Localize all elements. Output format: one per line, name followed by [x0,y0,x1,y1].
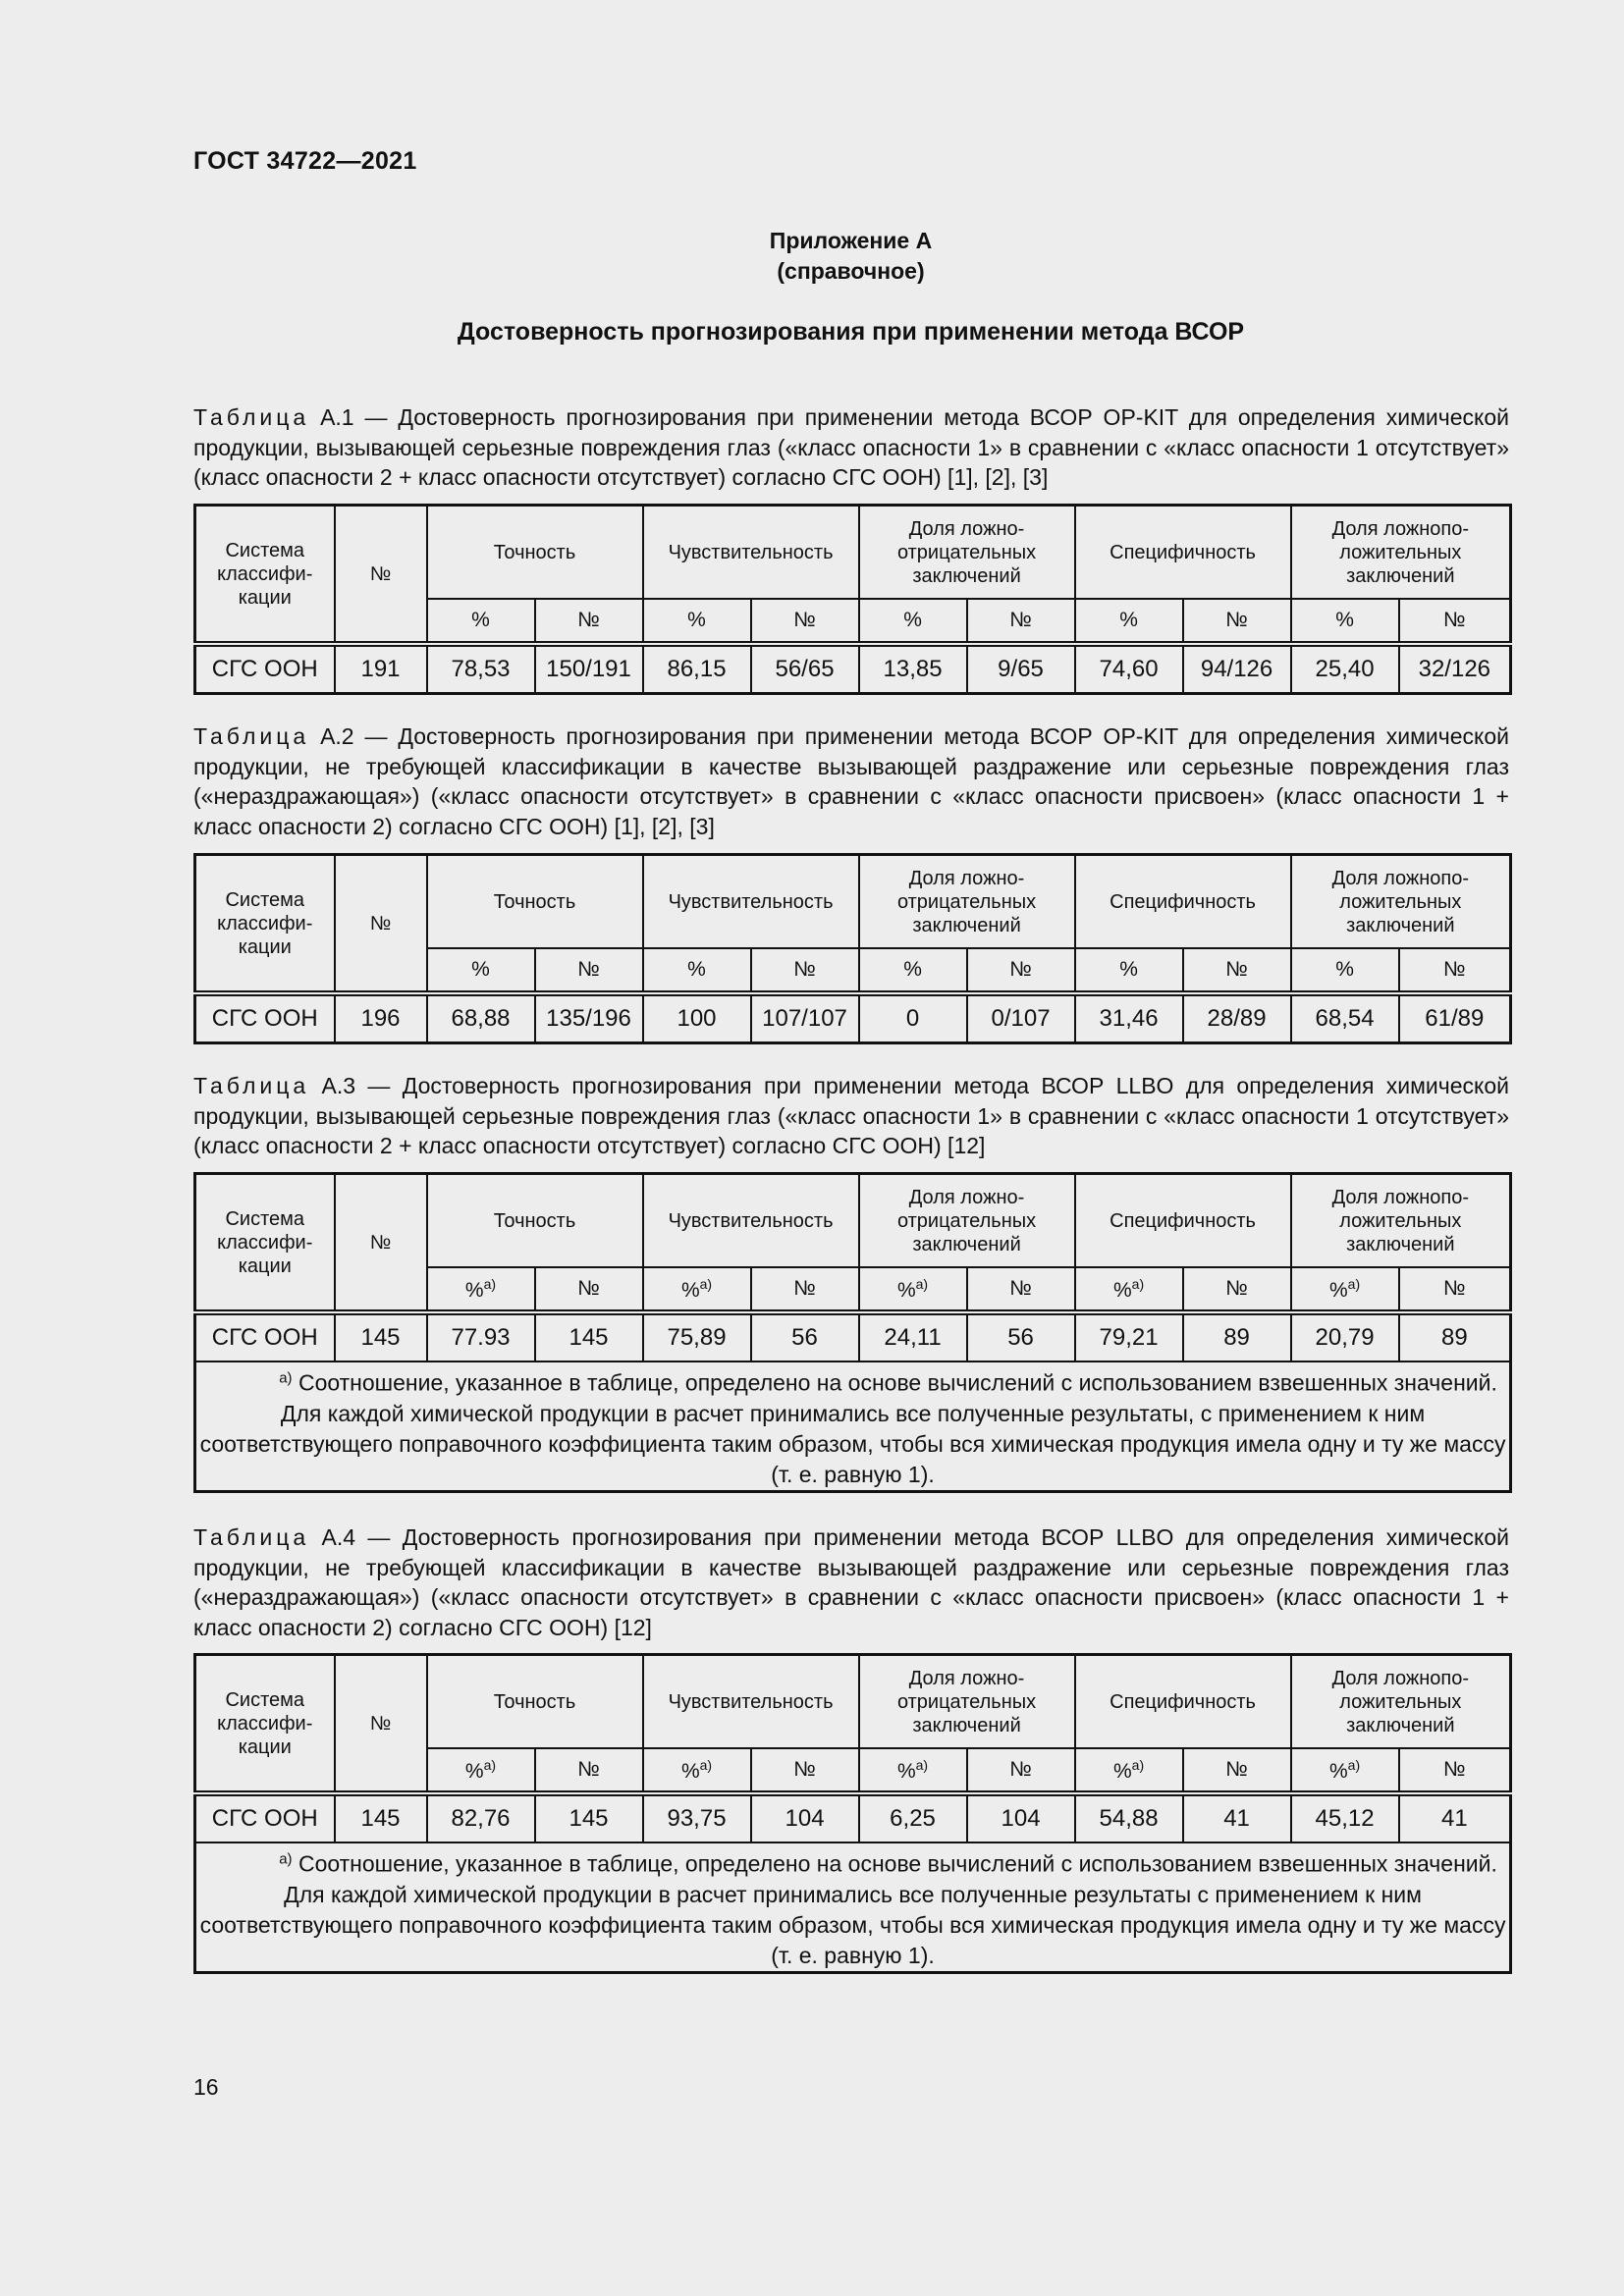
caption-text: А.1 — Достоверность прогнозирования при применении метода ВСОР OP-KIT для определения химической продукции, вызывающей серьезные повреждения глаз («класс опасности 1» в сравнении с «класс опасности 1 отсутствует» (класс опасности 2 + класс опасности отсутствует) согласно СГС ООН) [1], [2], [3] [193,404,1509,490]
table-cell: 9/65 [967,644,1075,694]
table-cell: 77.93 [427,1312,535,1362]
header-specificity: Специфичность [1075,506,1291,600]
table-cell: 104 [751,1793,859,1842]
table-a1 [193,504,1512,695]
header-system: Система классифи- кации [195,1174,335,1313]
subheader-percent: %$^{а)}$ [859,1748,967,1793]
table-caption-a2 [193,721,1509,841]
table-caption-a1 [193,402,1509,493]
table-cell: 74,60 [1075,644,1183,694]
table-cell: 61/89 [1399,993,1511,1043]
table-cell: 24,11 [859,1312,967,1362]
subheader-count: № [535,1748,643,1793]
caption-label: Таблица [193,404,310,430]
table-footnote [195,1842,1511,1972]
footnote-mark: а) [1131,1275,1145,1292]
header-accuracy: Точность [427,506,643,600]
subheader-count: № [535,1267,643,1312]
table-cell: СГС ООН [195,1793,335,1842]
table-cell: 107/107 [751,993,859,1043]
table-cell: 89 [1183,1312,1291,1362]
subheader-count: № [967,1748,1075,1793]
subheader-percent: % [1075,599,1183,644]
table-cell: 31,46 [1075,993,1183,1043]
table-a4 [193,1653,1512,1974]
subheader-count: № [967,599,1075,644]
header-accuracy: Точность [427,1655,643,1749]
subheader-count: № [1183,948,1291,993]
table-row [195,1312,1511,1362]
table-cell: СГС ООН [195,1312,335,1362]
table-cell: 68,54 [1291,993,1399,1043]
table-cell: 41 [1399,1793,1511,1842]
caption-label: Таблица [193,723,310,749]
subheader-percent: %$^{а)}$ [427,1748,535,1793]
subheader-percent: % [859,599,967,644]
table-row [195,644,1511,694]
header-number: № [335,1174,427,1313]
header-system: Система классифи- кации [195,1655,335,1794]
caption-text: А.2 — Достоверность прогнозирования при применении метода ВСОР OP-KIT для определения химической продукции, не требующей классификации в качестве вызывающей раздражение или серьезные повреждения глаз («нераздражающая») («класс опасности отсутствует» в сравнении с «класс опасности присвоен» (класс опасности 1 + класс опасности 2) согласно СГС ООН) [1], [2], [3] [193,723,1509,839]
header-false-positive: Доля ложнопо- ложительных заключений [1291,855,1511,949]
subheader-percent: %$^{а)}$ [1075,1748,1183,1793]
caption-label: Таблица [193,1073,310,1098]
subheader-percent: % [427,599,535,644]
subheader-count: № [751,599,859,644]
table-cell: 68,88 [427,993,535,1043]
subheader-count: № [751,1748,859,1793]
footnote-mark: а) [483,1756,497,1773]
header-false-negative: Доля ложно- отрицательных заключений [859,506,1075,600]
appendix-heading [0,226,1624,287]
subheader-percent: % [1291,948,1399,993]
appendix-title: Достоверность прогнозирования при применении метода ВСОР [457,318,1245,346]
footnote-mark: а) [915,1756,929,1773]
header-sensitivity: Чувствительность [643,1174,859,1268]
header-false-positive: Доля ложнопо- ложительных заключений [1291,506,1511,600]
table-cell: 89 [1399,1312,1511,1362]
footnote-mark: а) [279,1369,293,1386]
table-row [195,993,1511,1043]
subheader-percent: % [859,948,967,993]
table-cell: 41 [1183,1793,1291,1842]
appendix-type: (справочное) [777,258,925,284]
header-number: № [335,1655,427,1794]
table-caption-a3 [193,1071,1509,1161]
footnote-mark: а) [1347,1275,1361,1292]
appendix-label: Приложение А [769,228,933,253]
subheader-count: № [535,948,643,993]
table-cell: 145 [335,1793,427,1842]
subheader-count: № [751,1267,859,1312]
table-cell: 56 [751,1312,859,1362]
table-cell: 196 [335,993,427,1043]
header-accuracy: Точность [427,1174,643,1268]
header-number: № [335,506,427,645]
table-cell: 54,88 [1075,1793,1183,1842]
table-cell: 79,21 [1075,1312,1183,1362]
subheader-count: № [967,1267,1075,1312]
header-number: № [335,855,427,994]
table-cell: 104 [967,1793,1075,1842]
table-cell: 82,76 [427,1793,535,1842]
header-sensitivity: Чувствительность [643,855,859,949]
subheader-count: № [1399,1748,1511,1793]
table-cell: 32/126 [1399,644,1511,694]
header-sensitivity: Чувствительность [643,506,859,600]
footnote-mark: а) [1131,1756,1145,1773]
subheader-percent: % [1291,599,1399,644]
table-cell: 13,85 [859,644,967,694]
footnote-mark: а) [279,1850,293,1867]
table-cell: 135/196 [535,993,643,1043]
table-cell: 78,53 [427,644,535,694]
table-cell: 191 [335,644,427,694]
subheader-count: № [1183,599,1291,644]
header-false-positive: Доля ложнопо- ложительных заключений [1291,1655,1511,1749]
subheader-percent: %$^{а)}$ [643,1748,751,1793]
subheader-count: № [1183,1267,1291,1312]
table-cell: 25,40 [1291,644,1399,694]
footnote-mark: а) [699,1275,713,1292]
header-sensitivity: Чувствительность [643,1655,859,1749]
footnote-mark: а) [483,1275,497,1292]
header-accuracy: Точность [427,855,643,949]
doc-code: ГОСТ 34722—2021 [193,147,417,175]
table-cell: 0/107 [967,993,1075,1043]
subheader-count: № [967,948,1075,993]
table-cell: 86,15 [643,644,751,694]
footnote-mark: а) [1347,1756,1361,1773]
table-cell: 6,25 [859,1793,967,1842]
subheader-percent: % [427,948,535,993]
header-system: Система классифи- кации [195,506,335,645]
table-row [195,1793,1511,1842]
header-false-positive: Доля ложнопо- ложительных заключений [1291,1174,1511,1268]
table-cell: 0 [859,993,967,1043]
header-specificity: Специфичность [1075,855,1291,949]
table-cell: 56/65 [751,644,859,694]
subheader-percent: % [1075,948,1183,993]
footnote-mark: а) [699,1756,713,1773]
table-cell: 145 [335,1312,427,1362]
header-system: Система классифи- кации [195,855,335,994]
footnote-text: Соотношение, указанное в таблице, определено на основе вычислений с использованием взвешенных значений. Для каждой химической продукции в расчет принимались все полученные результаты, с применением к ним соответствующего поправочного коэффициента таким образом, чтобы вся химическая продукция имела одну и ту же массу (т. е. равную 1). [199,1369,1506,1487]
table-cell: 75,89 [643,1312,751,1362]
table-cell: СГС ООН [195,993,335,1043]
subheader-count: № [1399,948,1511,993]
table-cell: 93,75 [643,1793,751,1842]
header-false-negative: Доля ложно- отрицательных заключений [859,1174,1075,1268]
subheader-percent: %$^{а)}$ [859,1267,967,1312]
subheader-count: № [1183,1748,1291,1793]
caption-text: А.3 — Достоверность прогнозирования при применении метода ВСОР LLBO для определения химической продукции, вызывающей серьезные повреждения глаз («класс опасности 1» в сравнении с «класс опасности 1 отсутствует» (класс опасности 2 + класс опасности отсутствует) согласно СГС ООН) [12] [193,1073,1509,1158]
page-number: 16 [193,2074,219,2100]
table-cell: 100 [643,993,751,1043]
subheader-percent: %$^{а)}$ [1291,1748,1399,1793]
table-cell: 45,12 [1291,1793,1399,1842]
subheader-count: № [1399,1267,1511,1312]
subheader-percent: % [643,948,751,993]
table-cell: 145 [535,1793,643,1842]
subheader-percent: %$^{а)}$ [643,1267,751,1312]
footnote-mark: а) [915,1275,929,1292]
subheader-count: № [535,599,643,644]
subheader-count: № [1399,599,1511,644]
table-cell: СГС ООН [195,644,335,694]
caption-text: А.4 — Достоверность прогнозирования при применении метода ВСОР LLBO для определения химической продукции, не требующей классификации в качестве вызывающей раздражение или серьезные повреждения глаз («нераздражающая») («класс опасности отсутствует» в сравнении с «класс опасности присвоен» (класс опасности 1 + класс опасности 2) согласно СГС ООН) [12] [193,1524,1509,1640]
header-false-negative: Доля ложно- отрицательных заключений [859,1655,1075,1749]
table-a2 [193,853,1512,1044]
table-cell: 56 [967,1312,1075,1362]
subheader-percent: %$^{а)}$ [427,1267,535,1312]
header-specificity: Специфичность [1075,1655,1291,1749]
subheader-percent: %$^{а)}$ [1291,1267,1399,1312]
footnote-text: Соотношение, указанное в таблице, определено на основе вычислений с использованием взвешенных значений. Для каждой химической продукции в расчет принимались все полученные результаты с применением к ним соответствующего поправочного коэффициента таким образом, чтобы вся химическая продукция имела одну и ту же массу (т. е. равную 1). [199,1850,1506,1968]
table-cell: 20,79 [1291,1312,1399,1362]
table-cell: 28/89 [1183,993,1291,1043]
table-cell: 145 [535,1312,643,1362]
caption-label: Таблица [193,1524,310,1550]
table-cell: 150/191 [535,644,643,694]
table-caption-a4 [193,1522,1509,1642]
header-specificity: Специфичность [1075,1174,1291,1268]
header-false-negative: Доля ложно- отрицательных заключений [859,855,1075,949]
subheader-percent: %$^{а)}$ [1075,1267,1183,1312]
subheader-count: № [751,948,859,993]
subheader-percent: % [643,599,751,644]
table-a3 [193,1172,1512,1493]
table-footnote [195,1362,1511,1491]
table-cell: 94/126 [1183,644,1291,694]
